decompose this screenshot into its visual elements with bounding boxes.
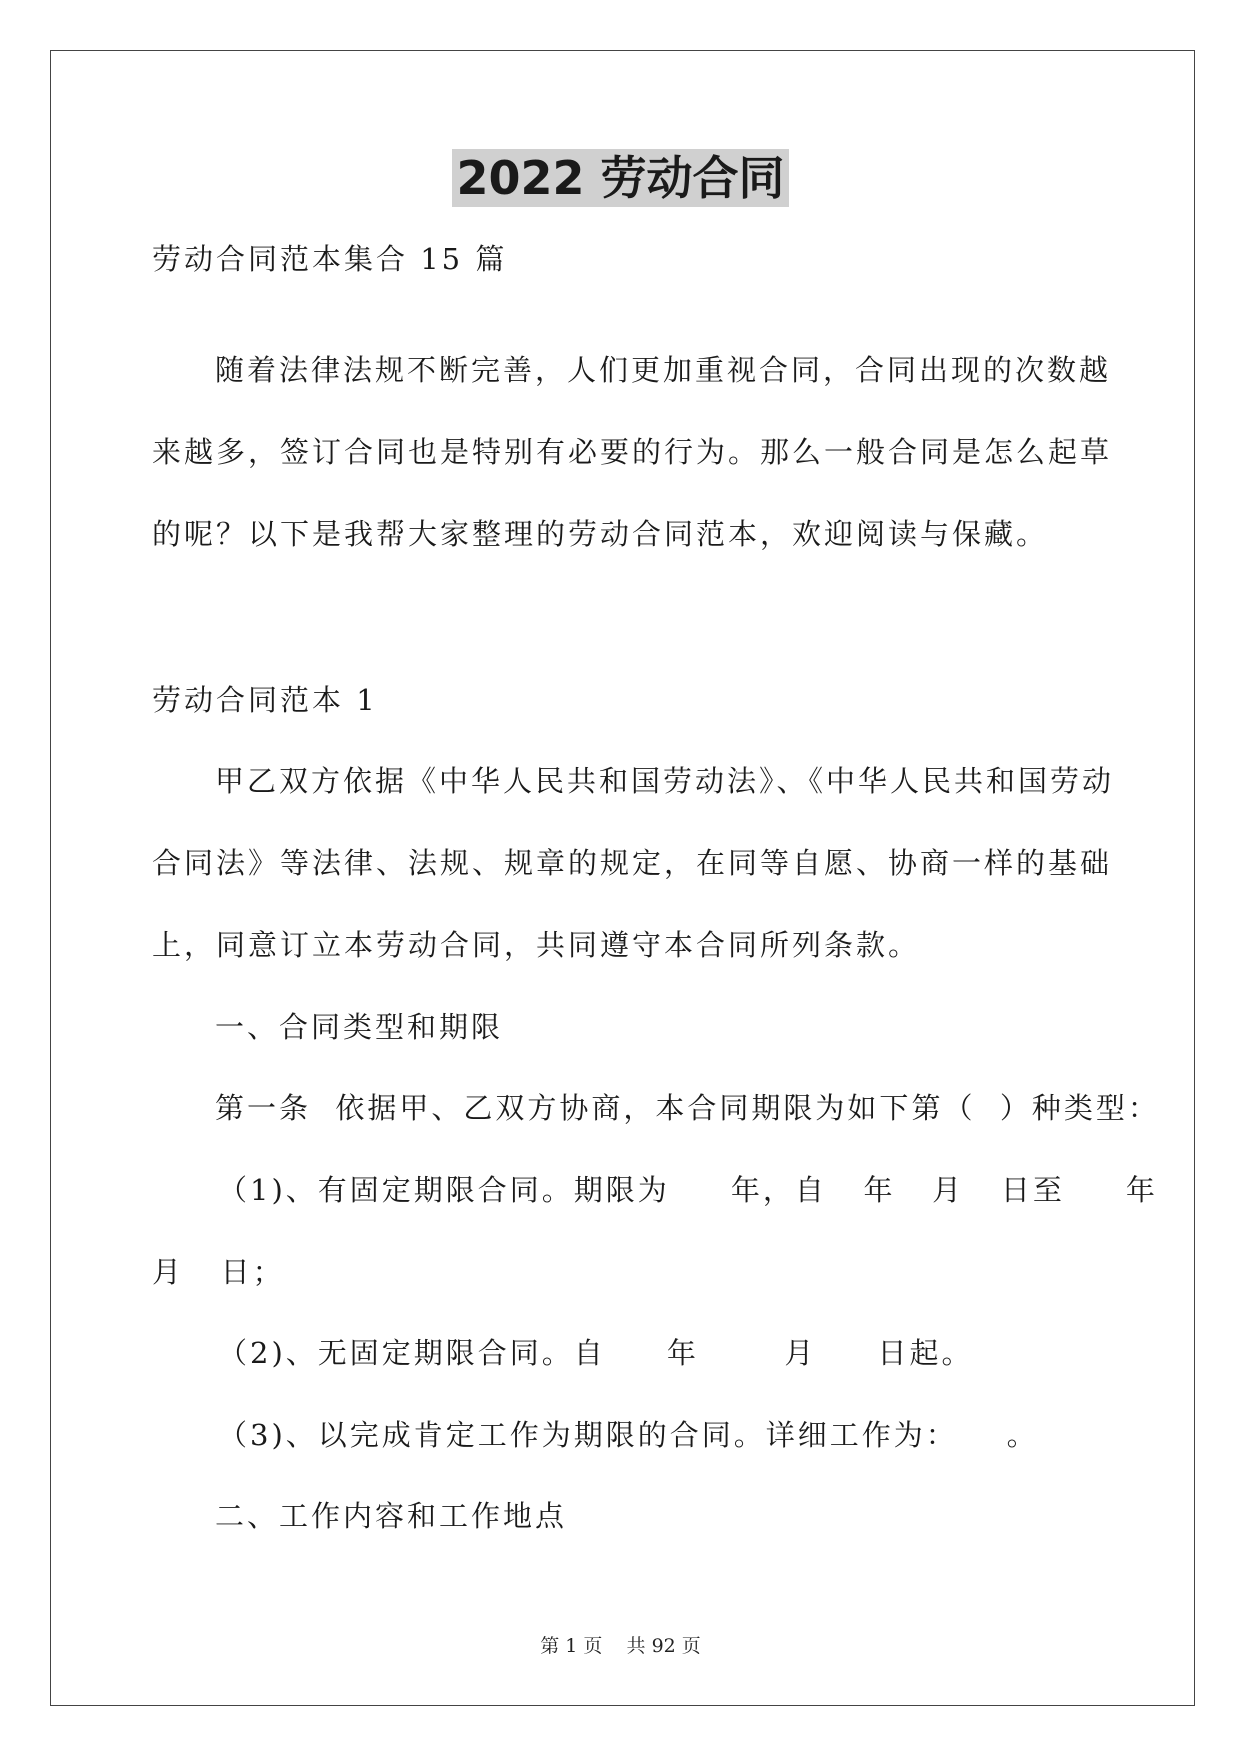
preamble-line-2: 合同法》等法律、法规、规章的规定，在同等自愿、协商一样的基础: [152, 846, 1113, 880]
intro-line-3: 的呢？以下是我帮大家整理的劳动合同范本，欢迎阅读与保藏。: [152, 517, 1049, 551]
intro-line-2: 来越多，签订合同也是特别有必要的行为。那么一般合同是怎么起草: [152, 435, 1113, 469]
section-heading-1: 一、合同类型和期限: [215, 1010, 504, 1044]
section-heading-2: 二、工作内容和工作地点: [215, 1499, 568, 1533]
intro-line-1: 随着法律法规不断完善，人们更加重视合同，合同出现的次数越: [215, 353, 1112, 387]
collection-heading: 劳动合同范本集合 15 篇: [152, 242, 508, 276]
clause-1: （1)、有固定期限合同。期限为 年，自 年 月 日至 年: [218, 1173, 1158, 1207]
clause-2: （2)、无固定期限合同。自 年 月 日起。: [218, 1336, 974, 1370]
document-title: [0, 151, 1241, 205]
preamble-line-1: 甲乙双方依据《中华人民共和国劳动法》、《中华人民共和国劳动: [215, 764, 1115, 798]
sample-heading: 劳动合同范本 1: [152, 683, 378, 717]
article-1: 第一条 依据甲、乙双方协商，本合同期限为如下第（ ）种类型：: [215, 1091, 1160, 1125]
clause-1-cont: 月 日；: [152, 1255, 285, 1289]
document-title-text: 2022 劳动合同: [452, 149, 788, 207]
page-number-footer: 第 1 页 共 92 页: [540, 1635, 701, 1657]
clause-3: （3)、以完成肯定工作为期限的合同。详细工作为： 。: [218, 1418, 1039, 1452]
preamble-line-3: 上，同意订立本劳动合同，共同遵守本合同所列条款。: [152, 928, 921, 962]
